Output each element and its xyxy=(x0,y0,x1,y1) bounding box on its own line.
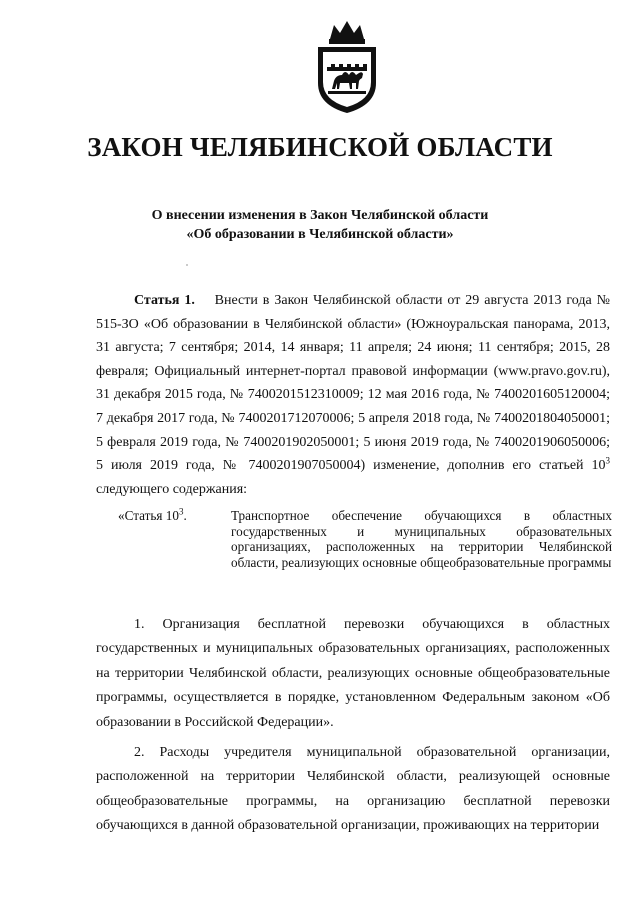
subtitle-line-2: «Об образовании в Челябинской области» xyxy=(186,227,454,242)
article-10-3-label-end: . xyxy=(183,508,187,523)
article-10-3-label-text: «Статья 10 xyxy=(118,508,179,523)
article-10-3-label xyxy=(118,508,187,524)
article-1-text-end: следующего содержания: xyxy=(96,481,248,497)
article-10-3-title: Транспортное обеспечение обучающихся в областных государственных и муниципальных образовательных организациях, расположенных на территории Челябинской области, реализующих основные общеобразовательные программы xyxy=(231,508,612,570)
law-subtitle xyxy=(0,206,640,244)
article-1-text-superscript: 3 xyxy=(605,455,610,466)
article-1-text: Внести в Закон Челябинской области от 29 августа 2013 года № 515-ЗО «Об образовании в Челябинской области» (Южноуральская панорама, 2013, 31 августа; 7 сентября; 2014, 14 января; 11 апреля; 24 июня; 11 сентября; 2015, 28 февраля; Официальный интернет-портал правовой информации (www.pravo.gov.ru), 31 декабря 2015 года, № 7400201512310009; 12 мая 2016 года, № 7400201605120004; 7 декабря 2017 года, № 7400201712070006; 5 апреля 2018 года, № 7400201804050001; 5 февраля 2019 года, № 7400201902050001; 5 июня 2019 года, № 7400201906050006; 5 июля 2019 года, № 7400201907050004) изменение, дополнив его статьей 10 xyxy=(96,293,611,474)
subtitle-line-1: О внесении изменения в Закон Челябинской области xyxy=(151,208,489,223)
article-1-label: Статья 1. xyxy=(134,293,195,308)
law-title: ЗАКОН ЧЕЛЯБИНСКОЙ ОБЛАСТИ xyxy=(87,132,553,162)
article-10-3-items xyxy=(96,613,610,839)
article-1 xyxy=(96,289,610,501)
list-item: 1. Организация бесплатной перевозки обучающихся в областных государственных и муниципальных образовательных организациях, расположенных на территории Челябинской области, реализующих основные общеобразовательные программы, осуществляется в порядке, установленном Федеральным законом «Об образовании в Российской Федерации». xyxy=(96,617,610,730)
article-1-paragraph xyxy=(96,289,610,501)
scan-speck xyxy=(186,264,188,266)
list-item: 2. Расходы учредителя муниципальной образовательной организации, расположенной на территории Челябинской области, реализующей основные общеобразовательные программы, на организацию бесплатной перевозки обучающихся в данной образовательной организации, проживающих на территории xyxy=(96,745,610,834)
chelyabinsk-coat-of-arms-icon xyxy=(312,17,382,117)
article-10-3 xyxy=(118,508,612,598)
article-10-3-label-superscript: 3 xyxy=(178,506,184,517)
